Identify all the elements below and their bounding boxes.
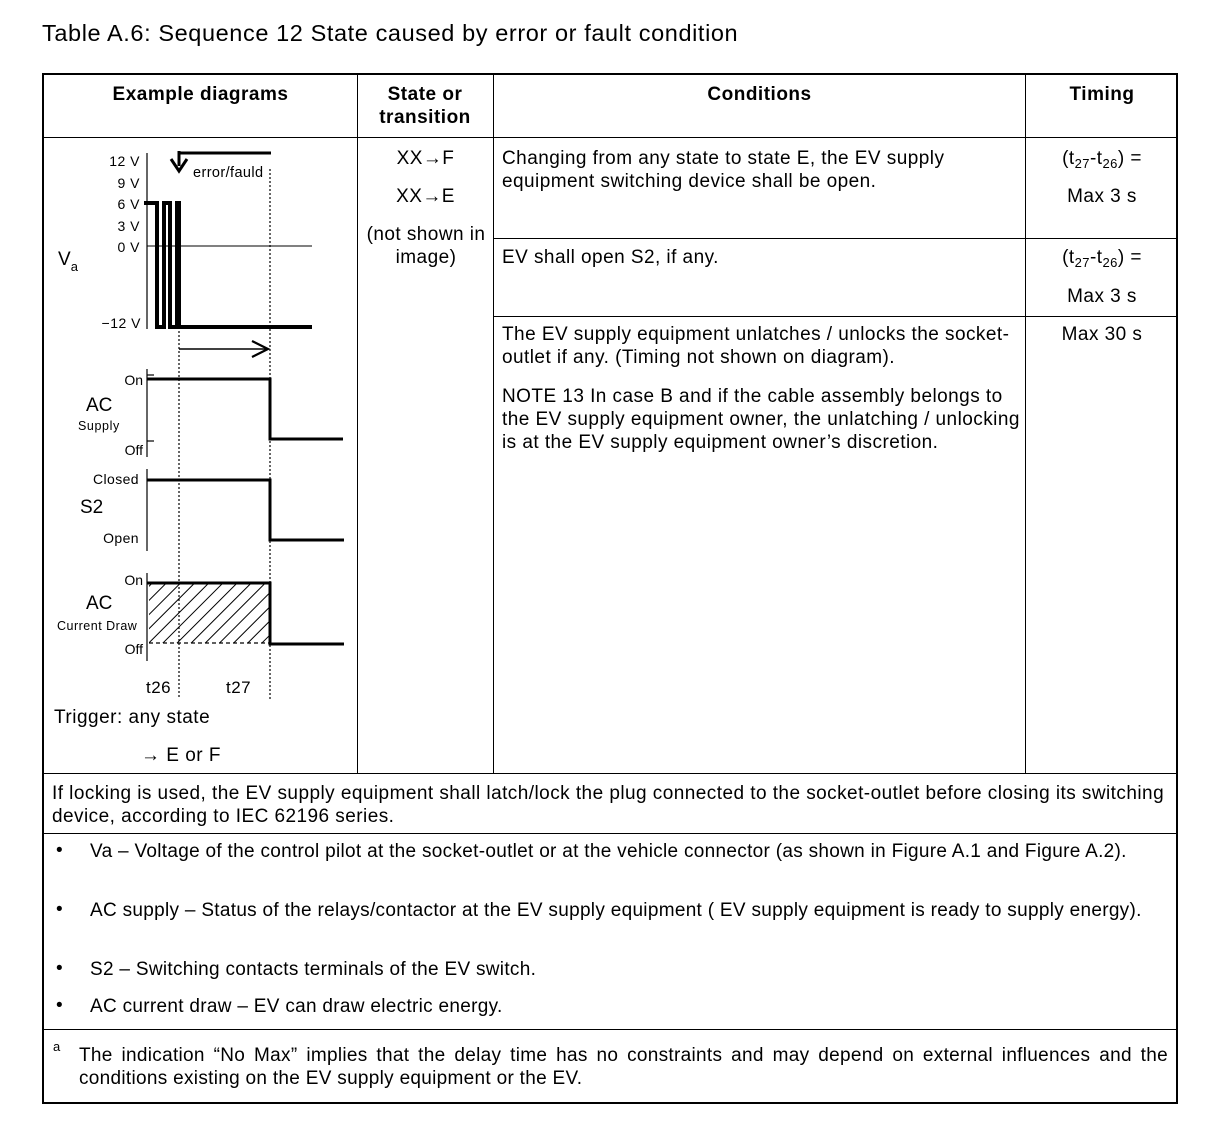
note-divider xyxy=(44,833,1178,834)
timing-row-2-post: ) = xyxy=(1117,247,1142,268)
label-va-main: V xyxy=(58,249,71,270)
condition-row-1: Changing from any state to state E, the EV supply equipment switching device shall be open. xyxy=(502,148,945,192)
footnote-marker: a xyxy=(53,1039,61,1054)
bullet-va: Va – Voltage of the control pilot at the socket-outlet or at the vehicle connector (as shown in Figure A.1 and Figure A.2). xyxy=(90,841,1127,862)
error-label: error/fauld xyxy=(193,165,264,181)
locking-note: If locking is used, the EV supply equipment shall latch/lock the plug connected to the socket-outlet before closing its switching device, according to IEC 62196 series. xyxy=(52,783,1165,827)
bullet-ac-supply: AC supply – Status of the relays/contactor at the EV supply equipment ( EV supply equipment is ready to supply energy). xyxy=(90,900,1142,921)
bullet-marker-3: • xyxy=(56,958,63,979)
label-va xyxy=(58,249,79,274)
header-divider xyxy=(44,137,1178,138)
ac-supply-on: On xyxy=(124,372,143,388)
label-3v: 3 V xyxy=(117,218,140,234)
label-9v: 9 V xyxy=(117,175,140,191)
header-example-diagrams: Example diagrams xyxy=(112,84,289,105)
ac-supply-label: AC xyxy=(86,395,113,416)
va-waveform xyxy=(144,203,312,327)
timing-row-1-pre: (t xyxy=(1062,148,1075,169)
row-divider-1 xyxy=(493,238,1178,239)
timing-row-3-max: Max 30 s xyxy=(1061,324,1143,345)
trigger-target: → E or F xyxy=(141,745,222,766)
trigger-label: Trigger: any state xyxy=(54,707,211,728)
current-draw-label: AC xyxy=(86,593,113,614)
timing-row-2-pre: (t xyxy=(1062,247,1075,268)
current-draw-hatch xyxy=(149,583,270,643)
timing-row-1-formula xyxy=(1026,147,1178,170)
s2-closed: Closed xyxy=(93,471,139,487)
bullet-marker-1: • xyxy=(56,840,63,861)
bullet-marker-2: • xyxy=(56,899,63,920)
bullet-marker-4: • xyxy=(56,995,63,1016)
label-minus-12v: −12 V xyxy=(101,315,141,331)
timing-row-2-mid: -t xyxy=(1089,247,1103,268)
timing-diagram xyxy=(44,139,356,773)
header-state-transition: State or transition xyxy=(379,84,471,128)
sequence-table xyxy=(42,73,1178,1104)
timing-row-1-mid: -t xyxy=(1089,148,1103,169)
state-xx-f: XX→F xyxy=(396,148,455,169)
condition-row-3: The EV supply equipment unlatches / unlocks the socket-outlet if any. (Timing not shown on diagram). xyxy=(502,324,1010,368)
label-12v: 12 V xyxy=(109,153,140,169)
state-note: (not shown in image) xyxy=(366,224,486,268)
label-va-sub: a xyxy=(70,259,78,274)
s2-waveform xyxy=(147,480,344,540)
timing-row-1-sub1: 27 xyxy=(1074,156,1090,171)
condition-note-13: NOTE 13 In case B and if the cable assembly belongs to the EV supply equipment owner, the unlatching / unlocking is at the EV supply equipment owner’s discretion. xyxy=(502,386,1020,453)
timing-row-1-post: ) = xyxy=(1117,148,1142,169)
condition-row-2: EV shall open S2, if any. xyxy=(502,247,719,268)
body-divider xyxy=(44,773,1178,774)
timing-row-2-max: Max 3 s xyxy=(1067,286,1137,307)
ac-supply-off: Off xyxy=(124,442,143,458)
current-draw-on: On xyxy=(124,572,143,588)
timing-row-2-sub1: 27 xyxy=(1074,255,1090,270)
timing-row-2-formula xyxy=(1026,246,1178,269)
ac-supply-sublabel: Supply xyxy=(78,419,120,433)
bullets-divider xyxy=(44,1029,1178,1030)
timing-row-1-sub2: 26 xyxy=(1102,156,1118,171)
timing-row-1-max: Max 3 s xyxy=(1067,186,1137,207)
header-timing: Timing xyxy=(1069,84,1135,105)
col-divider-3 xyxy=(1025,75,1026,774)
row-divider-2 xyxy=(493,316,1178,317)
current-draw-sublabel: Current Draw xyxy=(57,619,138,633)
s2-open: Open xyxy=(103,530,139,546)
label-6v: 6 V xyxy=(117,196,140,212)
current-draw-off: Off xyxy=(124,641,143,657)
col-divider-1 xyxy=(357,75,358,774)
footnote-text: The indication “No Max” implies that the delay time has no constraints and may depend on external influences and the conditions existing on the EV supply equipment or the EV. xyxy=(79,1045,1168,1089)
s2-label: S2 xyxy=(80,497,104,518)
col-divider-2 xyxy=(493,75,494,774)
state-xx-e: XX→E xyxy=(396,186,455,207)
bullet-ac-current-draw: AC current draw – EV can draw electric energy. xyxy=(90,996,503,1017)
bullet-s2: S2 – Switching contacts terminals of the EV switch. xyxy=(90,959,537,980)
label-0v: 0 V xyxy=(117,239,140,255)
t27-label: t27 xyxy=(226,678,252,697)
ac-supply-waveform xyxy=(147,379,343,439)
t26-label: t26 xyxy=(146,678,172,697)
timing-row-2-sub2: 26 xyxy=(1102,255,1118,270)
header-conditions: Conditions xyxy=(707,84,812,105)
table-title: Table A.6: Sequence 12 State caused by error or fault condition xyxy=(42,20,739,46)
